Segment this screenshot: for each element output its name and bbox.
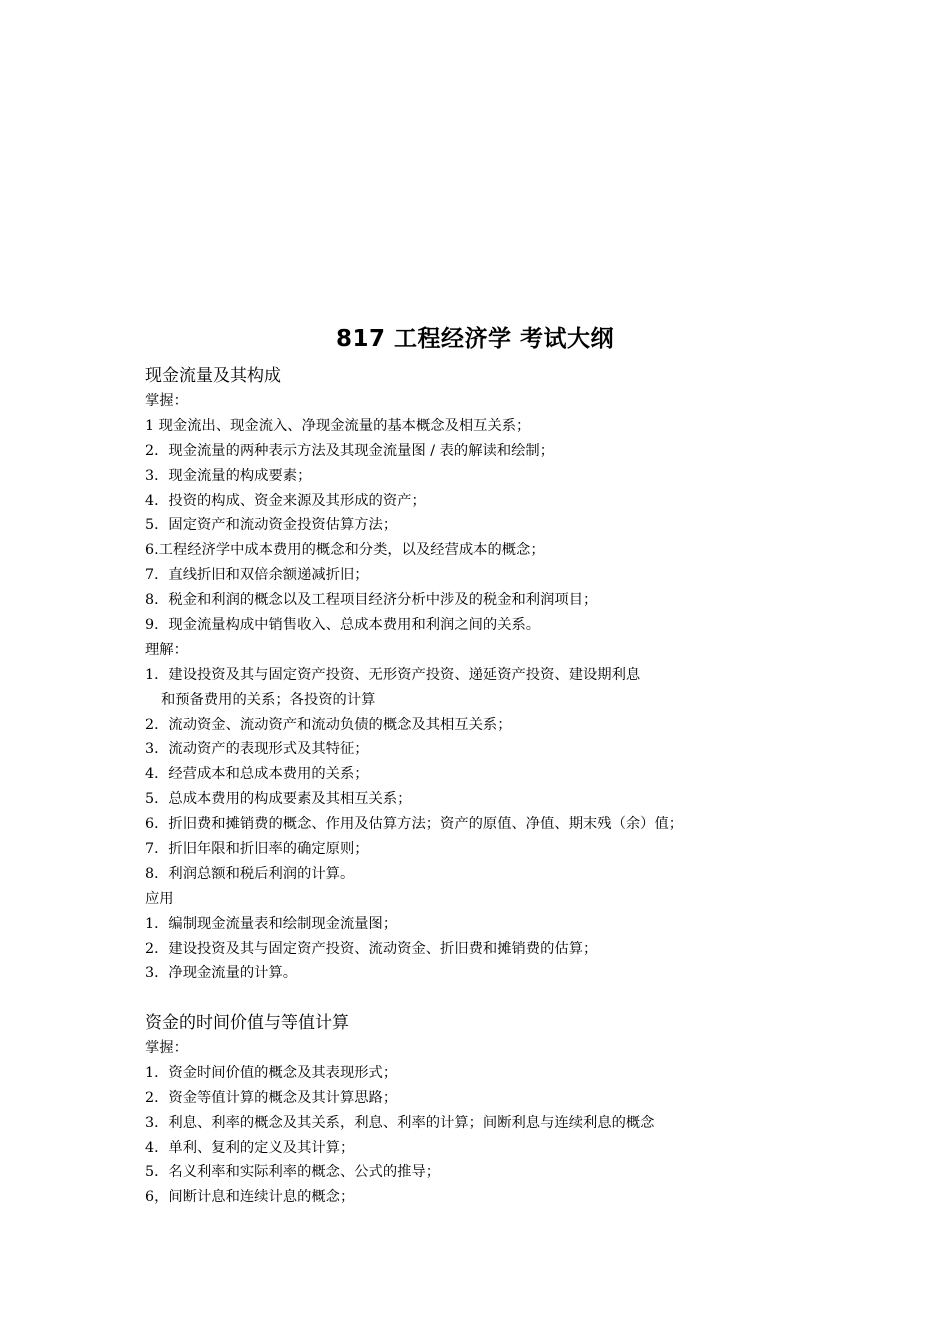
section-cash-flow (145, 363, 845, 986)
list-item: 6，间断计息和连续计息的概念； (145, 1189, 355, 1206)
list-item: 1．编制现金流量表和绘制现金流量图； (145, 915, 398, 932)
list-item: 3．流动资产的表现形式及其特征； (145, 741, 369, 758)
apply-label: 应用 (145, 890, 174, 907)
section-time-value (145, 1010, 845, 1210)
list-item: 5．固定资产和流动资金投资估算方法； (145, 517, 398, 534)
understand-label: 理解： (145, 641, 188, 658)
list-item: 6.工程经济学中成本费用的概念和分类，以及经营成本的概念； (145, 542, 545, 559)
list-item: 8．利润总额和税后利润的计算。 (145, 865, 355, 882)
list-item: 7．直线折旧和双倍余额递减折旧； (145, 567, 369, 584)
list-item: 2．现金流量的两种表示方法及其现金流量图 / 表的解读和绘制； (145, 442, 555, 459)
list-item: 4．经营成本和总成本费用的关系； (145, 766, 369, 783)
list-item: 2．建设投资及其与固定资产投资、流动资金、折旧费和摊销费的估算； (145, 940, 598, 957)
list-item: 2．流动资金、流动资产和流动负债的概念及其相互关系； (145, 716, 512, 733)
document-title: 817 工程经济学 考试大纲 (335, 326, 615, 352)
list-item: 8．税金和利润的概念以及工程项目经济分析中涉及的税金和利润项目； (145, 592, 598, 609)
list-item: 3．现金流量的构成要素； (145, 467, 312, 484)
list-item-continuation: 和预备费用的关系；各投资的计算 (161, 691, 376, 708)
master-label: 掌握： (145, 393, 188, 409)
list-item: 4．单利、复利的定义及其计算； (145, 1139, 355, 1156)
list-item: 9．现金流量构成中销售收入、总成本费用和利润之间的关系。 (145, 617, 541, 634)
list-item: 2．资金等值计算的概念及其计算思路； (145, 1089, 398, 1106)
list-item: 6．折旧费和摊销费的概念、作用及估算方法；资产的原值、净值、期末残（余）值； (145, 816, 684, 833)
list-item: 1 现金流出、现金流入、净现金流量的基本概念及相互关系； (145, 417, 531, 434)
list-item: 1．资金时间价值的概念及其表现形式； (145, 1064, 398, 1081)
section-heading: 资金的时间价值与等值计算 (145, 1013, 349, 1033)
list-item: 5．名义利率和实际利率的概念、公式的推导； (145, 1164, 441, 1181)
list-item: 3．利息、利率的概念及其关系，利息、利率的计算；间断利息与连续利息的概念 (145, 1114, 655, 1131)
list-item: 3．净现金流量的计算。 (145, 965, 298, 982)
list-item: 1．建设投资及其与固定资产投资、无形资产投资、递延资产投资、建设期利息 (145, 666, 641, 683)
section-heading: 现金流量及其构成 (145, 366, 281, 386)
list-item: 5．总成本费用的构成要素及其相互关系； (145, 791, 412, 808)
list-item: 7．折旧年限和折旧率的确定原则； (145, 841, 369, 858)
master-label: 掌握： (145, 1040, 188, 1056)
list-item: 4．投资的构成、资金来源及其形成的资产； (145, 492, 426, 509)
